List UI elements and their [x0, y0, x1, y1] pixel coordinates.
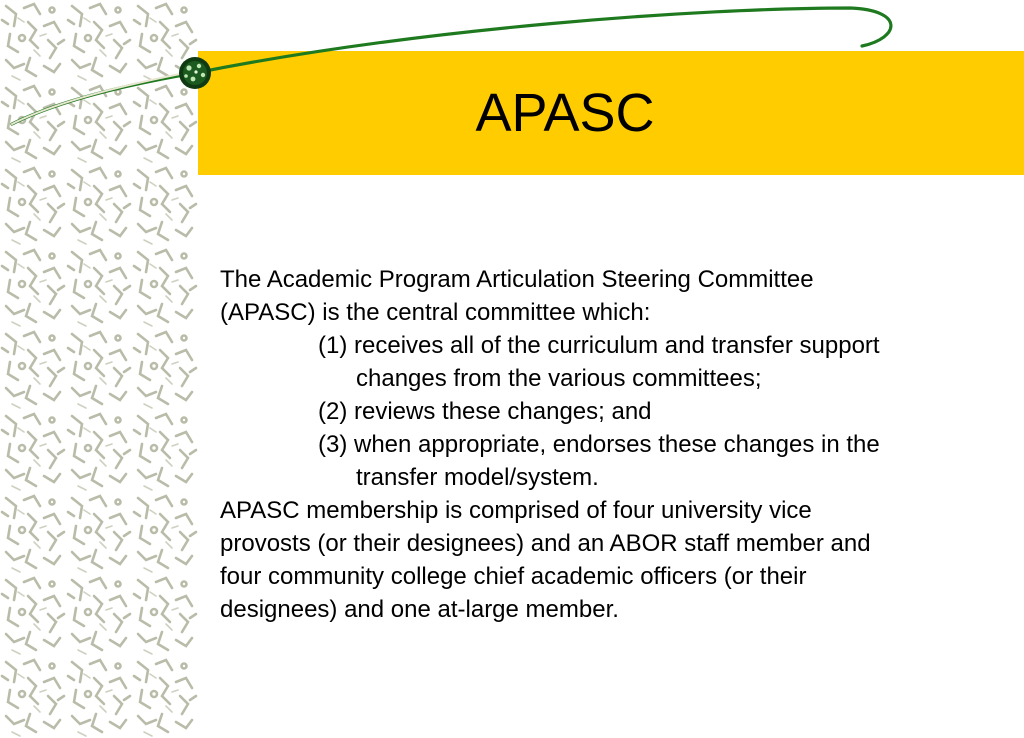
decorative-side-pattern [0, 0, 198, 738]
list-item-1-line: (1) receives all of the curriculum and transfer support [318, 332, 880, 359]
slide-title: APASC [475, 83, 655, 143]
list-item-3-line: (3) when appropriate, endorses these changes in the [318, 431, 880, 458]
list-item-2-line: (2) reviews these changes; and [318, 398, 652, 425]
membership-text-line: designees) and one at-large member. [220, 596, 619, 623]
intro-text-line: (APASC) is the central committee which: [220, 299, 651, 326]
slide-body [220, 263, 1010, 626]
membership-text-line: four community college chief academic officers (or their [220, 563, 807, 590]
molecule-pattern-graphic [0, 0, 198, 738]
intro-text-line: The Academic Program Articulation Steering Committee [220, 266, 814, 293]
list-item-3-continuation: transfer model/system. [356, 464, 599, 491]
membership-text-line: APASC membership is comprised of four university vice [220, 497, 812, 524]
list-item-1-continuation: changes from the various committees; [356, 365, 762, 392]
membership-text-line: provosts (or their designees) and an ABOR staff member and [220, 530, 871, 557]
